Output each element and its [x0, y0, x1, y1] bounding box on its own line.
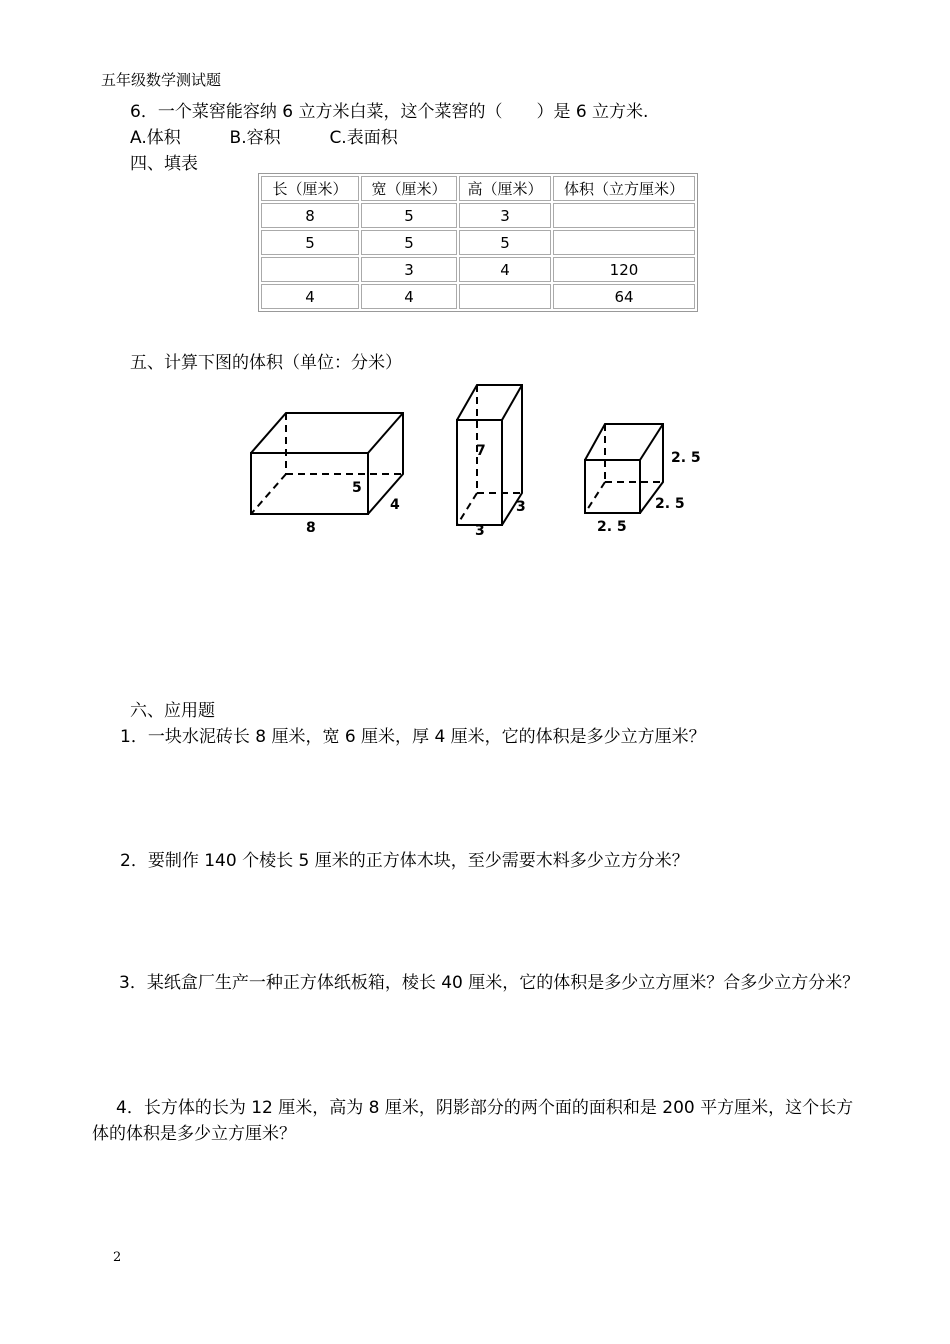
- length-label: 2. 5: [597, 519, 627, 535]
- cube-figure: [575, 410, 710, 540]
- table-cell: [459, 284, 551, 309]
- length-label: 3: [475, 523, 485, 539]
- problem-2: 2．要制作 140 个棱长 5 厘米的正方体木块，至少需要木料多少立方分米？: [120, 851, 689, 871]
- fill-table: [258, 173, 698, 312]
- height-label: 7: [476, 443, 486, 459]
- page-header: 五年级数学测试题: [101, 71, 222, 89]
- table-header-row: [261, 176, 695, 201]
- table-cell: 4: [459, 257, 551, 282]
- table-cell: 8: [261, 203, 359, 228]
- question-6-stem: 6．一个菜窖能容纳 6 立方米白菜，这个菜窖的（ ）是 6 立方米.: [130, 102, 649, 122]
- option-a: A.体积: [130, 128, 181, 148]
- cuboid-figure: [240, 400, 420, 540]
- height-label: 5: [352, 480, 362, 496]
- header-volume: 体积（立方厘米）: [553, 176, 695, 201]
- length-label: 8: [306, 520, 316, 536]
- table-cell: 5: [361, 203, 457, 228]
- section-6-title: 六、应用题: [130, 701, 215, 721]
- table-cell: 5: [261, 230, 359, 255]
- table-row: [261, 257, 695, 282]
- question-6-options: [130, 123, 398, 148]
- table-cell: 3: [361, 257, 457, 282]
- page-number: 2: [113, 1250, 122, 1265]
- problem-4: 4．长方体的长为 12 厘米，高为 8 厘米，阴影部分的两个面的面积和是 200 平方厘米，这个长方体的体积是多少立方厘米？: [92, 1098, 854, 1144]
- width-label: 4: [390, 497, 400, 513]
- problem-1: 1．一块水泥砖长 8 厘米，宽 6 厘米，厚 4 厘米，它的体积是多少立方厘米？: [120, 727, 706, 747]
- table-row: [261, 230, 695, 255]
- table-cell: 3: [459, 203, 551, 228]
- problem-3: 3．某纸盒厂生产一种正方体纸板箱，棱长 40 厘米，它的体积是多少立方厘米？合多少立方分米？: [119, 973, 860, 993]
- table-cell: 4: [361, 284, 457, 309]
- header-width: 宽（厘米）: [361, 176, 457, 201]
- option-b: B.容积: [229, 128, 281, 148]
- table-cell: 120: [553, 257, 695, 282]
- header-height: 高（厘米）: [459, 176, 551, 201]
- option-c: C.表面积: [329, 128, 398, 148]
- section-5-title: 五、计算下图的体积（单位：分米）: [130, 353, 402, 373]
- width-label: 3: [516, 499, 526, 515]
- tall-cuboid-figure: [445, 375, 540, 540]
- table-cell: 5: [459, 230, 551, 255]
- table-cell: [261, 257, 359, 282]
- table-cell: 4: [261, 284, 359, 309]
- section-4-title: 四、填表: [130, 154, 198, 174]
- table-cell: 5: [361, 230, 457, 255]
- header-length: 长（厘米）: [261, 176, 359, 201]
- table-cell: [553, 203, 695, 228]
- table-cell: [553, 230, 695, 255]
- width-label: 2. 5: [655, 496, 685, 512]
- table-cell: 64: [553, 284, 695, 309]
- table-row: [261, 284, 695, 309]
- table-row: [261, 203, 695, 228]
- height-label: 2. 5: [671, 450, 701, 466]
